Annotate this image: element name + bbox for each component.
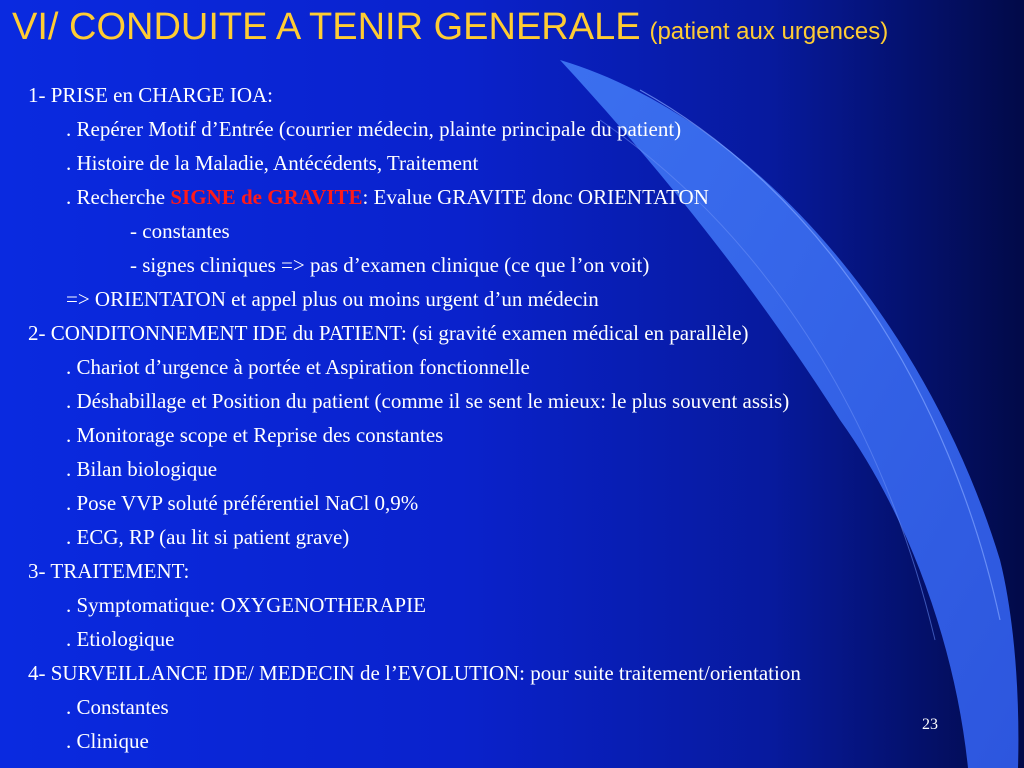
title-subtitle: (patient aux urgences) [649, 18, 889, 45]
section-1-subitem: - signes cliniques => pas d’examen clinique (ce que l’on voit) [130, 253, 650, 277]
section-2-item: . Monitorage scope et Reprise des constantes [66, 423, 444, 447]
section-1-subitem: - constantes [130, 219, 230, 243]
slide-body [28, 78, 1004, 758]
slide-number: 23 [922, 716, 938, 733]
section-2-item: . Chariot d’urgence à portée et Aspiration fonctionnelle [66, 355, 530, 379]
section-1-heading: 1- PRISE en CHARGE IOA: [28, 83, 273, 107]
section-1-item: . Histoire de la Maladie, Antécédents, Traitement [66, 151, 479, 175]
section-2-item: . ECG, RP (au lit si patient grave) [66, 525, 350, 549]
section-2-item: . Pose VVP soluté préférentiel NaCl 0,9% [66, 491, 419, 515]
slide-title [12, 6, 888, 49]
section-1-item: . Repérer Motif d’Entrée (courrier médecin, plainte principale du patient) [66, 117, 682, 141]
section-1-item-gravity [28, 180, 1004, 214]
section-2-item: . Déshabillage et Position du patient (comme il se sent le mieux: le plus souvent assis) [66, 389, 790, 413]
section-3-heading: 3- TRAITEMENT: [28, 559, 190, 583]
gravity-emphasis: SIGNE de GRAVITE [170, 185, 363, 209]
gravity-suffix: : Evalue GRAVITE donc ORIENTATON [362, 185, 709, 209]
section-2-heading: 2- CONDITONNEMENT IDE du PATIENT: (si gravité examen médical en parallèle) [28, 321, 749, 345]
section-1-conclusion: => ORIENTATON et appel plus ou moins urgent d’un médecin [66, 287, 599, 311]
gravity-prefix: . Recherche [66, 185, 171, 209]
section-2-item: . Bilan biologique [66, 457, 218, 481]
section-4-heading: 4- SURVEILLANCE IDE/ MEDECIN de l’EVOLUTION: pour suite traitement/orientation [28, 661, 801, 685]
section-3-item: . Symptomatique: OXYGENOTHERAPIE [66, 593, 426, 617]
section-3-item: . Etiologique [66, 627, 175, 651]
section-4-item: . Clinique [66, 729, 149, 753]
section-4-item: . Constantes [66, 695, 169, 719]
title-main: VI/ CONDUITE A TENIR GENERALE [12, 6, 641, 48]
